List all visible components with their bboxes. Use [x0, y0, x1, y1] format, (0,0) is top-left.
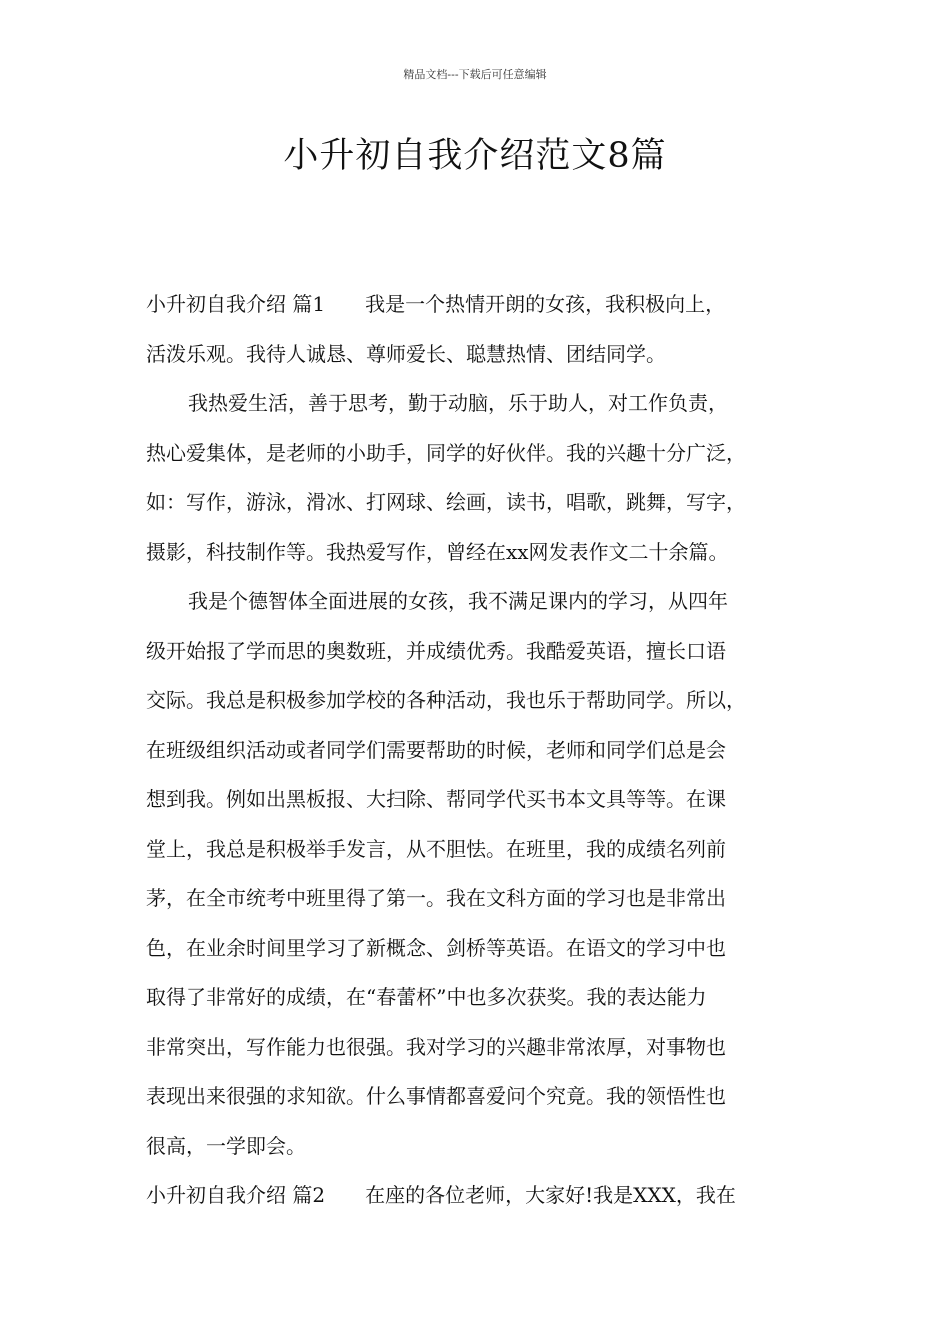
text-line: 色，在业余时间里学习了新概念、剑桥等英语。在语文的学习中也 [146, 935, 726, 960]
text-line: 想到我。例如出黑板报、大扫除、帮同学代买书本文具等等。在课 [146, 787, 726, 811]
text-line: 很高，一学即会。 [146, 1133, 306, 1158]
text-line: 热心爱集体，是老师的小助手，同学的好伙伴。我的兴趣十分广泛， [146, 440, 746, 465]
text-line: 小升初自我介绍 篇1 我是一个热情开朗的女孩，我积极向上， [146, 292, 726, 316]
text-line: 活泼乐观。我待人诚恳、尊师爱长、聪慧热情、团结同学。 [146, 341, 666, 366]
text-line: 堂上，我总是积极举手发言，从不胆怯。在班里，我的成绩名列前 [146, 836, 726, 861]
text-line: 表现出来很强的求知欲。什么事情都喜爱问个究竟。我的领悟性也 [146, 1084, 726, 1108]
text-line: 摄影，科技制作等。我热爱写作，曾经在xx网发表作文二十余篇。 [146, 539, 729, 564]
text-line: 如：写作，游泳，滑冰、打网球、绘画，读书，唱歌，跳舞，写字， [146, 490, 746, 514]
text-line: 我热爱生活，善于思考，勤于动脑，乐于助人，对工作负责， [188, 391, 728, 415]
text-line: 取得了非常好的成绩，在“春蕾杯”中也多次获奖。我的表达能力 [146, 985, 707, 1009]
document-title: 小升初自我介绍范文8篇 [283, 136, 667, 176]
page-header: 精品文档---下载后可任意编辑 [403, 68, 547, 81]
text-line: 级开始报了学而思的奥数班，并成绩优秀。我酷爱英语，擅长口语 [146, 638, 726, 663]
text-line: 我是个德智体全面进展的女孩，我不满足课内的学习，从四年 [188, 589, 728, 613]
text-line: 交际。我总是积极参加学校的各种活动，我也乐于帮助同学。所以， [146, 688, 746, 712]
text-line: 茅，在全市统考中班里得了第一。我在文科方面的学习也是非常出 [146, 886, 726, 910]
text-line: 在班级组织活动或者同学们需要帮助的时候，老师和同学们总是会 [146, 737, 726, 762]
text-line: 非常突出，写作能力也很强。我对学习的兴趣非常浓厚，对事物也 [146, 1034, 726, 1059]
document-body [146, 280, 826, 1221]
text-line: 小升初自我介绍 篇2 在座的各位老师，大家好!我是XXX，我在 [146, 1183, 736, 1207]
